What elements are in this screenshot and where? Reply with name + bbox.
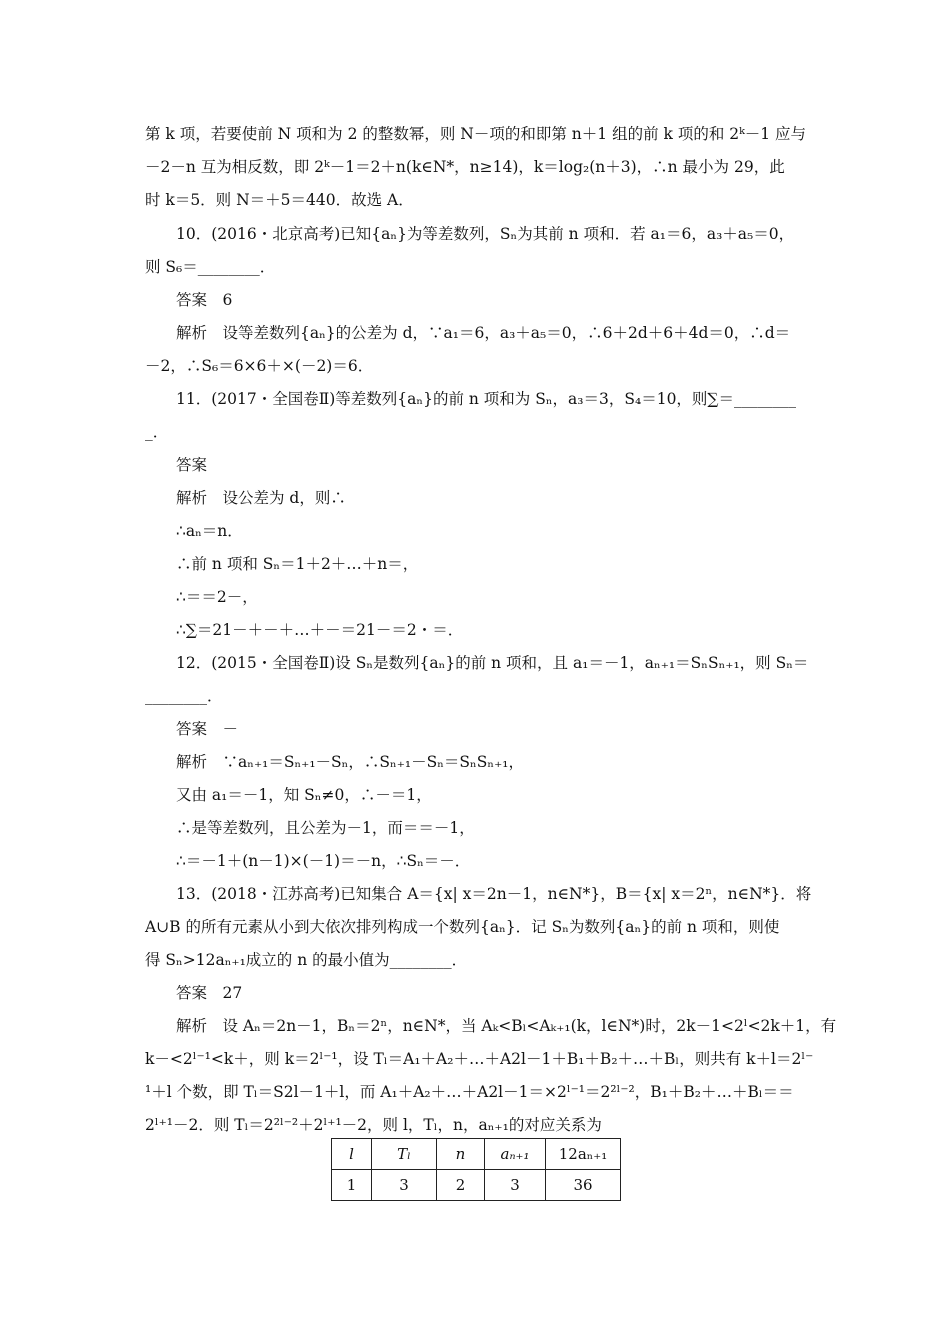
text-line: 又由 a₁＝－1，知 Sₙ≠0，∴－＝1， (176, 786, 432, 804)
correspondence-table (331, 1138, 621, 1201)
table-cell: 2 (437, 1170, 485, 1201)
table-header-cell: Tₗ (372, 1139, 437, 1170)
table-cell: 3 (485, 1170, 546, 1201)
text-line: 2ˡ⁺¹－2．则 Tₗ＝2²ˡ⁻²＋2ˡ⁺¹－2，则 l，Tₗ，n，aₙ₊₁的对应关系为 (145, 1116, 602, 1134)
text-line: 解析 ∵aₙ₊₁＝Sₙ₊₁－Sₙ，∴Sₙ₊₁－Sₙ＝SₙSₙ₊₁， (176, 753, 524, 771)
text-line: A∪B 的所有元素从小到大依次排列构成一个数列{aₙ}．记 Sₙ为数列{aₙ}的前 n 项和，则使 (145, 918, 780, 936)
text-line: _． (145, 423, 169, 441)
table-cell: 3 (372, 1170, 437, 1201)
text-line: 时 k＝5．则 N＝＋5＝440．故选 A． (145, 191, 414, 209)
text-line: ∴是等差数列，且公差为－1，而＝＝－1， (176, 819, 475, 837)
text-line: 则 S₆＝________． (145, 258, 276, 276)
text-line: k－<2ˡ⁻¹<k＋，则 k＝2ˡ⁻¹，设 Tₗ＝A₁＋A₂＋…＋A2l－1＋B₁＋B₂＋…＋Bₗ，则共有 k＋l＝2ˡ⁻ (145, 1050, 814, 1068)
text-line: －2－n 互为相反数，即 2ᵏ－1＝2＋n(k∈N*，n≥14)，k＝log₂(n＋3)，∴n 最小为 29，此 (145, 158, 785, 176)
text-line: 解析 设 Aₙ＝2n－1，Bₙ＝2ⁿ，n∈N*，当 Aₖ<Bₗ<Aₖ₊₁(k，l∈N*)时，2k－1<2ˡ<2k＋1，有 (176, 1017, 837, 1035)
table-cell: 36 (546, 1170, 621, 1201)
text-line: 答案 (176, 456, 208, 474)
text-line: 13．(2018・江苏高考)已知集合 A＝{x| x＝2n－1，n∈N*}，B＝{x| x＝2ⁿ，n∈N*}．将 (176, 885, 812, 903)
table-header-cell: 12aₙ₊₁ (546, 1139, 621, 1170)
table-header-row (332, 1139, 621, 1170)
table-header-cell: l (332, 1139, 372, 1170)
text-line: －2，∴S₆＝6×6＋×(－2)＝6． (145, 357, 374, 375)
text-line: ∴∑＝21－＋－＋…＋－＝21－＝2・＝． (176, 621, 464, 639)
text-line: ________． (145, 687, 223, 705)
text-line: 答案 6 (176, 291, 233, 309)
table-row (332, 1170, 621, 1201)
text-line: 10．(2016・北京高考)已知{aₙ}为等差数列，Sₙ为其前 n 项和．若 a₁＝6，a₃＋a₅＝0， (176, 225, 795, 243)
text-line: 12．(2015・全国卷Ⅱ)设 Sₙ是数列{aₙ}的前 n 项和，且 a₁＝－1，aₙ₊₁＝SₙSₙ₊₁，则 Sₙ＝ (176, 654, 809, 672)
text-line: 得 Sₙ>12aₙ₊₁成立的 n 的最小值为________． (145, 951, 468, 969)
text-line: ¹＋l 个数，即 Tₗ＝S2l－1＋l，而 A₁＋A₂＋…＋A2l－1＝×2ˡ⁻¹＝2²ˡ⁻²，B₁＋B₂＋…＋Bₗ＝＝ (145, 1083, 794, 1101)
text-line: 11．(2017・全国卷Ⅱ)等差数列{aₙ}的前 n 项和为 Sₙ，a₃＝3，S₄＝10，则∑＝________ (176, 390, 796, 408)
table-header-cell: aₙ₊₁ (485, 1139, 546, 1170)
text-line: ∴前 n 项和 Sₙ＝1＋2＋…＋n＝， (176, 555, 419, 573)
text-line: 答案 － (176, 720, 239, 738)
text-line: ∴＝＝2－， (176, 588, 258, 606)
table-cell: 1 (332, 1170, 372, 1201)
table-header-cell: n (437, 1139, 485, 1170)
text-line: ∴＝－1＋(n－1)×(－1)＝－n，∴Sₙ＝－． (176, 852, 471, 870)
text-line: 解析 设公差为 d，则∴ (176, 489, 346, 507)
text-line: 答案 27 (176, 984, 243, 1002)
text-line: ∴aₙ＝n． (176, 522, 243, 540)
text-line: 第 k 项，若要使前 N 项和为 2 的整数幂，则 N－项的和即第 n＋1 组的前 k 项的和 2ᵏ－1 应与 (145, 125, 807, 143)
text-line: 解析 设等差数列{aₙ}的公差为 d，∵a₁＝6，a₃＋a₅＝0，∴6＋2d＋6＋4d＝0，∴d＝ (176, 324, 791, 342)
